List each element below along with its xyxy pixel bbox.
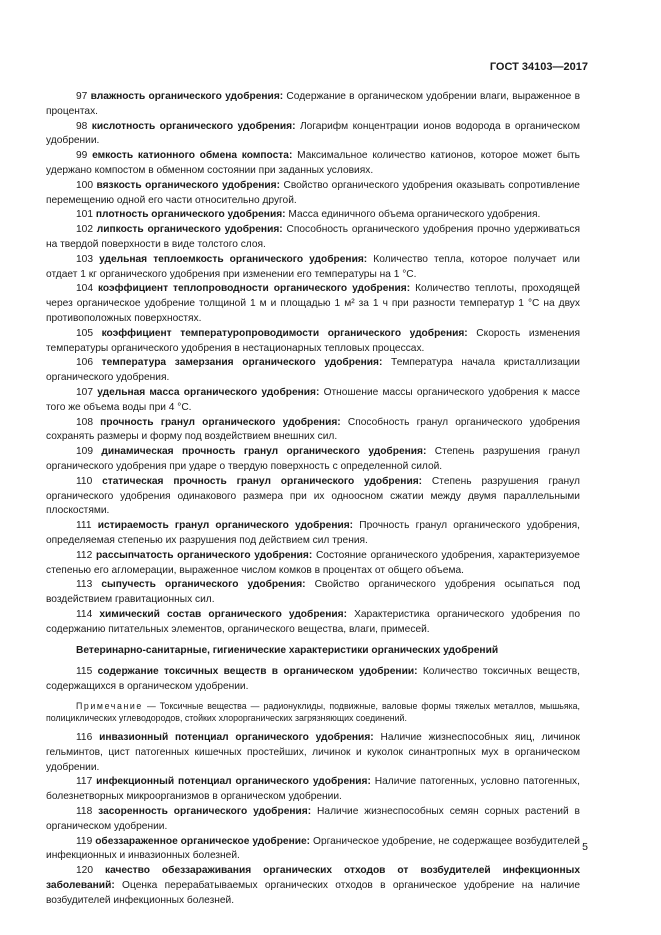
entry-term: сыпучесть органического удобрения:: [101, 579, 306, 591]
entry-definition: Количество теплоты, проходящей через органическое удобрение толщиной 1 м и площадью 1 м² за 1 ч при разности температур 1 °C на двух противоположных поверхностях.: [46, 283, 580, 324]
entry-number: 97: [76, 91, 88, 102]
term-entry: [46, 665, 580, 695]
entry-definition: Скорость изменения температуры органического удобрения в нестационарных тепловых процессах.: [46, 327, 580, 354]
entry-number: 112: [76, 549, 93, 561]
note: [46, 700, 580, 725]
note-label: Примечание: [76, 700, 143, 711]
entry-term: плотность органического удобрения:: [95, 209, 286, 221]
entry-definition: Способность гранул органического удобрения сохранять размеры и форму под воздействием внешних сил.: [46, 416, 580, 443]
entry-number: 103: [76, 253, 93, 265]
entry-definition: Способность органического удобрения прочно удерживаться на твердой поверхности в виде толстого слоя.: [46, 224, 580, 250]
entry-number: 101: [76, 209, 93, 221]
entry-term: емкость катионного обмена компоста:: [92, 150, 293, 162]
term-entry: [46, 864, 580, 908]
term-entry: [46, 519, 580, 549]
entry-number: 114: [76, 608, 93, 620]
entry-definition: Оценка перерабатываемых органических отходов в органическое удобрение на наличие возбудителей инфекционных болезней.: [46, 880, 580, 906]
entry-term: засоренность органического удобрения:: [98, 806, 312, 818]
entry-term: статическая прочность гранул органического удобрения:: [102, 475, 423, 487]
entry-term: истираемость гранул органического удобрения:: [97, 520, 354, 532]
entry-definition: Максимальное количество катионов, которое может быть удержано компостом в обменном состоянии при заданных условиях.: [46, 150, 580, 176]
entry-term: вязкость органического удобрения:: [96, 179, 280, 191]
term-entry: [46, 282, 580, 326]
term-entry: [46, 149, 580, 179]
term-entry: [46, 179, 580, 209]
entry-definition: Наличие жизнеспособных яиц, личинок гельминтов, цист патогенных кишечных простейших, личинок и куколок синантропных мух в органическом удобрении.: [46, 732, 580, 773]
entry-number: 98: [76, 120, 88, 132]
entry-definition: Свойство органического удобрения оказывать сопротивление перемещению одной его части относительно другой.: [46, 179, 580, 206]
entry-definition: Наличие жизнеспособных семян сорных растений в органическом удобрении.: [46, 806, 580, 832]
term-entry: [46, 805, 580, 835]
section-title: Ветеринарно-санитарные, гигиенические характеристики органических удобрений: [76, 645, 499, 657]
entry-term: динамическая прочность гранул органического удобрения:: [101, 446, 427, 458]
term-entry: [46, 223, 580, 253]
entry-definition: Наличие патогенных, условно патогенных, болезнетворных микроорганизмов в органическом удобрении.: [46, 776, 580, 803]
entry-definition: Масса единичного объема органического удобрения.: [288, 209, 541, 221]
term-entry: [46, 208, 580, 223]
entry-number: 111: [76, 520, 92, 532]
term-entry: [46, 731, 580, 775]
entry-term: липкость органического удобрения:: [96, 224, 283, 236]
entry-definition: Логарифм концентрации ионов водорода в органическом удобрении.: [46, 120, 580, 147]
term-entry: [46, 549, 580, 579]
term-entry: [46, 356, 580, 386]
term-entry: [46, 835, 580, 865]
entry-term: прочность гранул органического удобрения:: [100, 416, 341, 428]
entry-number: 110: [76, 475, 93, 487]
term-entry: [46, 608, 580, 638]
entry-number: 104: [76, 283, 93, 295]
page-number: 5: [582, 841, 588, 853]
term-entry: [46, 386, 580, 416]
term-list: [46, 665, 580, 695]
entry-number: 99: [76, 150, 88, 162]
entry-term: инвазионный потенциал органического удобрения:: [99, 732, 374, 744]
entry-definition: Характеристика органического удобрения по содержанию питательных элементов, органического вещества, влаги, примесей.: [46, 608, 580, 635]
entry-number: 107: [76, 386, 93, 398]
entry-definition: Органическое удобрение, не содержащее возбудителей инфекционных и инвазионных болезней.: [46, 835, 580, 862]
entry-definition: Свойство органического удобрения осыпаться под воздействием гравитационных сил.: [46, 579, 580, 606]
entry-number: 119: [76, 835, 93, 847]
term-entry: [46, 475, 580, 519]
entry-number: 120: [76, 865, 93, 877]
entry-term: удельная масса органического удобрения:: [97, 386, 320, 398]
entry-term: коэффициент теплопроводности органического удобрения:: [97, 283, 411, 295]
entry-definition: Количество токсичных веществ, содержащихся в органическом удобрении.: [46, 666, 580, 693]
entry-term: обеззараженное органическое удобрение:: [95, 835, 311, 847]
term-entry: [46, 416, 580, 446]
entry-term: температура замерзания органического удобрения:: [101, 357, 383, 369]
entry-definition: Содержание в органическом удобрении влаги, выраженное в процентах.: [46, 91, 580, 117]
entry-definition: Степень разрушения гранул органического удобрения одинакового размера при их одноосном сжатии между двумя параллельными плоскостями.: [46, 475, 580, 517]
entry-number: 105: [76, 327, 93, 339]
entry-term: коэффициент температуропроводимости органического удобрения:: [101, 327, 468, 339]
entry-number: 108: [76, 416, 93, 428]
document-code: ГОСТ 34103—2017: [489, 61, 588, 73]
term-list: [46, 90, 580, 637]
entry-number: 115: [76, 666, 93, 678]
term-list: [46, 731, 580, 909]
entry-number: 100: [76, 179, 93, 191]
entry-term: качество обеззараживания органических отходов от возбудителей инфекционных заболеваний:: [46, 865, 580, 892]
entry-number: 102: [76, 224, 93, 236]
term-entry: [46, 327, 580, 357]
term-entry: [46, 775, 580, 805]
entry-number: 113: [76, 579, 93, 591]
term-entry: [46, 445, 580, 475]
entry-definition: Температура начала кристаллизации органического удобрения.: [46, 357, 580, 384]
page-content: [46, 90, 580, 909]
entry-number: 117: [76, 776, 93, 788]
term-entry: [46, 578, 580, 608]
entry-number: 109: [76, 446, 93, 458]
note-text: — Токсичные вещества — радионуклиды, подвижные, валовые формы тяжелых металлов, мышьяка, полициклических углеводородов, стойких хлорорганических загрязняющих соединений.: [46, 700, 580, 724]
term-entry: [46, 120, 580, 150]
entry-number: 118: [76, 806, 93, 818]
entry-definition: Прочность гранул органического удобрения, определяемая степенью их разрушения под действием сил трения.: [46, 520, 580, 546]
entry-term: влажность органического удобрения:: [90, 91, 284, 102]
entry-definition: Отношение массы органического удобрения к массе того же объема воды при 4 °C.: [46, 386, 580, 413]
entry-number: 106: [76, 357, 93, 369]
entry-definition: Степень разрушения гранул органического удобрения при ударе о твердую поверхность с определенной силой.: [46, 446, 580, 472]
term-entry: [46, 90, 580, 120]
entry-term: химический состав органического удобрения:: [99, 608, 347, 620]
entry-term: инфекционный потенциал органического удобрения:: [96, 776, 371, 788]
entry-definition: Состояние органического удобрения, характеризуемое степенью его агломерации, выраженное числом комков в процентах от общего объема.: [46, 549, 580, 576]
entry-term: удельная теплоемкость органического удобрения:: [99, 253, 368, 265]
entry-term: рассыпчатость органического удобрения:: [95, 549, 313, 561]
term-entry: [46, 253, 580, 283]
entry-definition: Количество тепла, которое получает или отдает 1 кг органического удобрения при изменении его температуры на 1 °C.: [46, 253, 580, 280]
entry-term: содержание токсичных веществ в органическом удобрении:: [97, 666, 418, 678]
entry-term: кислотность органического удобрения:: [91, 120, 296, 132]
entry-number: 116: [76, 732, 93, 744]
